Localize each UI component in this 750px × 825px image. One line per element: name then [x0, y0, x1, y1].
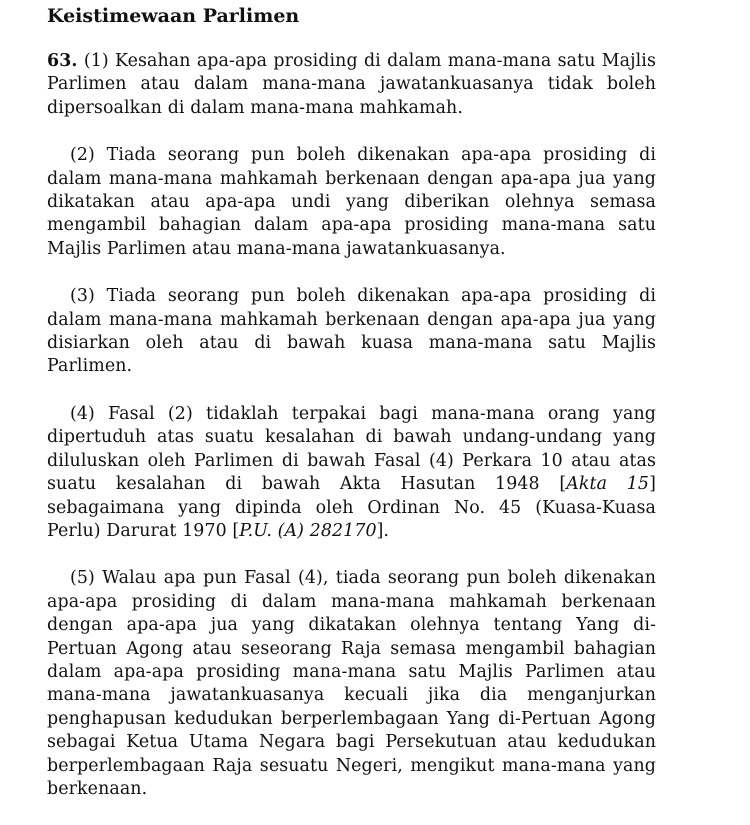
clause-4-text-middle: ] sebagaimana yang dipinda oleh Ordinan No. 45 (Kuasa-Kuasa Perlu) Darurat 1970 [	[47, 474, 656, 541]
act-reference: Akta 15	[566, 474, 650, 495]
clause-2-text: Tiada seorang pun boleh dikenakan apa-apa prosiding di dalam mana-mana mahkamah berkenaan dengan apa-apa jua yang dikatakan atau apa-apa undi yang diberikan olehnya semasa mengambil bahagian dalam apa-apa prosiding mana-mana satu Majlis Parlimen atau mana-mana jawatankuasanya.	[47, 145, 656, 259]
clause-5-text: Walau apa pun Fasal (4), tiada seorang pun boleh dikenakan apa-apa prosiding di dalam mana-mana mahkamah berkenaan dengan apa-apa jua yang dikatakan olehnya tentang Yang di-Pertuan Agong atau seseorang Raja semasa mengambil bahagian dalam apa-apa prosiding mana-mana satu Majlis Parlimen atau mana-mana jawatankuasanya kecuali jika dia menganjurkan penghapusan kedudukan berperlembagaan Yang di-Pertuan Agong sebagai Ketua Utama Negara bagi Persekutuan atau kedudukan berperlembagaan Raja sesuatu Negeri, mengikut mana-mana yang berkenaan.	[47, 568, 656, 799]
clause-4-text-start: Fasal (2) tidaklah terpakai bagi mana-mana orang yang dipertuduh atas suatu kesalahan di bawah undang-undang yang diluluskan oleh Parlimen di bawah Fasal (4) Perkara 10 atau atas suatu kesalahan di bawah Akta Hasutan 1948 [	[47, 403, 656, 495]
clause-4-text-end: ].	[376, 520, 390, 541]
clause-3-label: (3)	[70, 286, 95, 307]
clause-1	[47, 50, 656, 120]
clause-2-label: (2)	[70, 145, 95, 166]
clause-4	[47, 403, 656, 543]
clause-3	[47, 285, 656, 379]
clause-1-label: (1)	[83, 51, 109, 71]
clause-1-text: Kesahan apa-apa prosiding di dalam mana-mana satu Majlis Parlimen atau dalam mana-mana jawatankuasanya tidak boleh dipersoalkan di dalam mana-mana mahkamah.	[47, 51, 656, 118]
section-heading: Keistimewaan Parlimen	[47, 5, 300, 27]
clause-2	[47, 144, 656, 261]
clause-5	[47, 567, 656, 801]
document-page	[47, 4, 656, 825]
pu-reference: P.U. (A) 282170	[239, 520, 377, 541]
clause-5-label: (5)	[70, 568, 95, 589]
clause-3-text: Tiada seorang pun boleh dikenakan apa-apa prosiding di dalam mana-mana mahkamah berkenaan dengan apa-apa jua yang disiarkan oleh atau di bawah kuasa mana-mana satu Majlis Parlimen.	[47, 286, 656, 377]
section-number: 63.	[47, 51, 78, 71]
clause-4-label: (4)	[70, 403, 95, 424]
